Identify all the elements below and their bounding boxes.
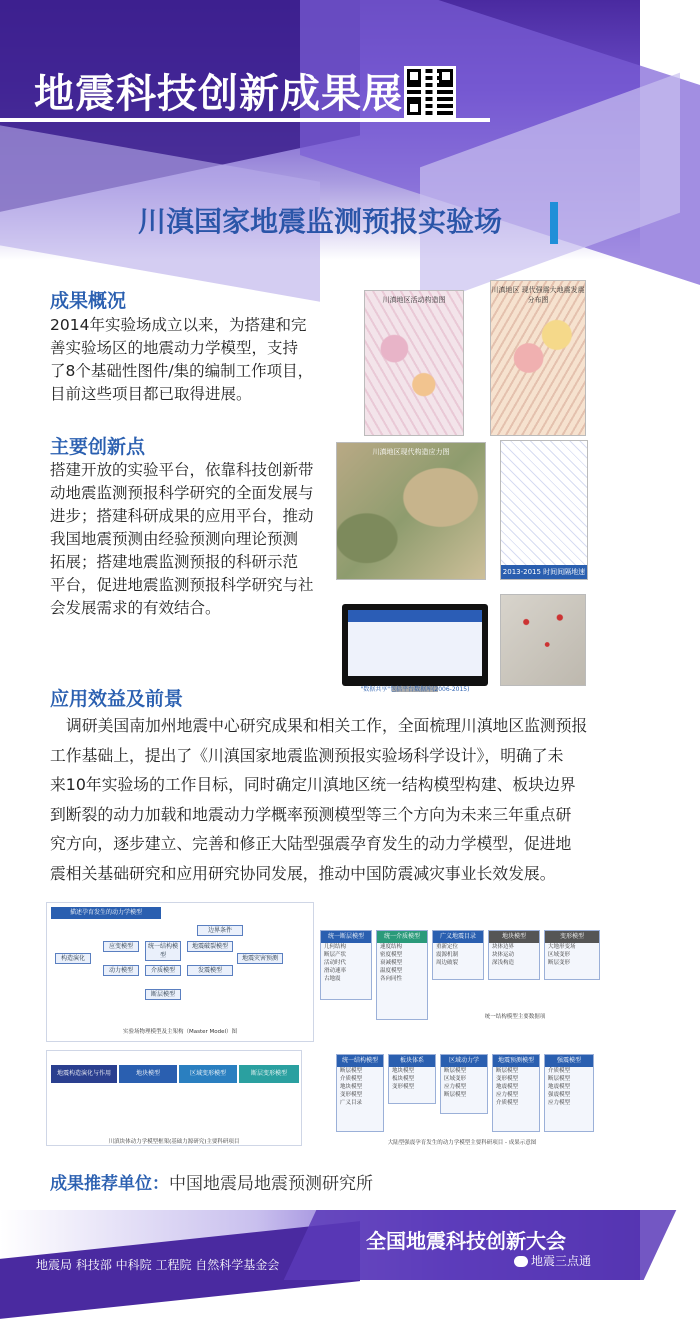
active-tectonics-map: 川滇地区活动构造图 (364, 290, 464, 436)
diagram-column: 板块体系 地块模型 板块模型 变形模型 (388, 1054, 436, 1104)
diagram-node: 统一结构模型 (145, 941, 181, 961)
diagram-node: 动力模型 (103, 965, 139, 976)
velocity-field-map: 2013-2015 时间间隔地速场 (500, 440, 588, 580)
diagram-caption: 实验场物理模型及主架构（Master Model）图 (122, 1029, 238, 1035)
diagram-column: 强震模型 介质模型 断层模型 地震模型 强震模型 应力模型 (544, 1054, 594, 1132)
diagram-node: 发震模型 (187, 965, 233, 976)
benefits-text: 调研美国南加州地震中心研究成果和相关工作，全面梳理川滇地区监测预报 工作基础上，提出了《川滇国家地震监测预报实验场科学设计》，明确了未 来10年实验场的工作目标，同时确定川滇地区统一结构模型构建、板块边界 到断裂的动力加载和地震动力学概率预测模型等三个方向为未来三年重点研 究方向，逐步建立、完善和修正大陆型强震孕育发生的动力学模型，促进地 震相关基础研究和应用研究协同发展，推动中国防震减灾事业长效发展。 (50, 716, 588, 883)
wechat-account[interactable] (514, 1252, 591, 1269)
diagram-column: 地震预测模型 断层模型 变形模型 地震模型 应力模型 介质模型 (492, 1054, 540, 1132)
recommend-value: 中国地震局地震预测研究所 (169, 1174, 373, 1194)
earthquake-distribution-map: 川滇地区 现代强震大地震发震分布图 (490, 280, 586, 436)
diagram-step: 地震构造演化与作用 (51, 1065, 117, 1083)
diagram-node: 地震灾害预测 (237, 953, 283, 964)
wechat-label: 地震三点通 (531, 1254, 592, 1268)
diagram-column: 统一介质模型 速度结构 密度模型 衰减模型 温度模型 各向同性 (376, 930, 428, 1020)
diagram-node: 应变模型 (103, 941, 139, 952)
page-title: 地震科技创新成果展 (34, 71, 403, 117)
structure-model-diagram (320, 930, 602, 1022)
section-heading-innovation: 主要创新点 (50, 436, 146, 458)
diagram-step: 断层变形模型 (239, 1065, 299, 1083)
section-heading-benefits: 应用效益及前景 (50, 688, 184, 710)
diagram-caption: 统一结构模型主要数据项 (484, 1014, 546, 1020)
title-underline (0, 118, 490, 122)
overview-text: 2014年实验场成立以来，为搭建和完 善实验场区的地震动力学模型，支持 了8个基础性图件/集的编制工作项目， 目前这些项目都已取得进展。 (50, 316, 314, 403)
organizers: 地震局 科技部 中科院 工程院 自然科学基金会 (36, 1258, 280, 1272)
recommend-label: 成果推荐单位： (50, 1174, 169, 1194)
diagram-column: 变形模型 大地形变场 区域变形 断层变形 (544, 930, 600, 980)
diagram-node: 介质模型 (145, 965, 181, 976)
diagram-node: 断层模型 (145, 989, 181, 1000)
recommend-unit (50, 1169, 373, 1194)
diagram-caption: 川滇块体动力学模型框架(基础力源研究)主要科研项目 (108, 1139, 240, 1145)
qr-code-icon[interactable] (404, 66, 456, 118)
master-model-diagram (46, 902, 314, 1042)
diagram-column: 地块模型 块体边界 块体运动 深浅构造 (488, 930, 540, 980)
diagram-node: 地震破裂模型 (187, 941, 233, 952)
data-platform-monitor (342, 604, 488, 686)
wechat-icon (514, 1256, 528, 1267)
innovation-text: 搭建开放的实验平台，依靠科技创新带 动地震监测预报科学研究的全面发展与 进步；搭建科研成果的应用平台，推动 我国地震预测由经验预测向理论预测 拓展；搭建地震监测预报的科研示范 平台，促进地震监测预报科学研究与社 会发展需求的有效结合。 (50, 461, 314, 617)
strong-earthquake-diagram (326, 1048, 598, 1148)
section-heading-overview: 成果概况 (50, 290, 127, 312)
diagram-step: 地块模型 (119, 1065, 177, 1083)
diagram-column: 统一结构模型 断层模型 介质模型 地块模型 变形模型 广义目录 (336, 1054, 384, 1132)
diagram-column: 区域动力学 断层模型 区域变形 应力模型 断层模型 (440, 1054, 488, 1114)
diagram-step: 区域变形模型 (179, 1065, 237, 1083)
seismicity-map (500, 594, 586, 686)
diagram-header: 描述孕育发生的动力学模型 (51, 907, 161, 919)
diagram-node: 边界条件 (197, 925, 243, 936)
diagram-node: 构造演化 (55, 953, 91, 964)
diagram-column: 广义地震目录 重新定位 震源机制 周边破裂 (432, 930, 484, 980)
diagram-column: 统一断层模型 几何结构 断层产状 活动时代 滑动速率 古地震 (320, 930, 372, 1000)
monitor-caption: "数据共享"包括平台数据库(2006-2015) (360, 686, 470, 693)
page-subtitle: 川滇国家地震监测预报实验场 (137, 205, 502, 238)
stress-field-map: 川滇地区现代构造应力图 (336, 442, 486, 580)
diagram-caption: 大陆型强震孕育发生的动力学模型主要科研项目 - 成果示意图 (387, 1140, 537, 1146)
block-dynamics-diagram (46, 1050, 302, 1146)
conference-name: 全国地震科技创新大会 (366, 1229, 566, 1253)
